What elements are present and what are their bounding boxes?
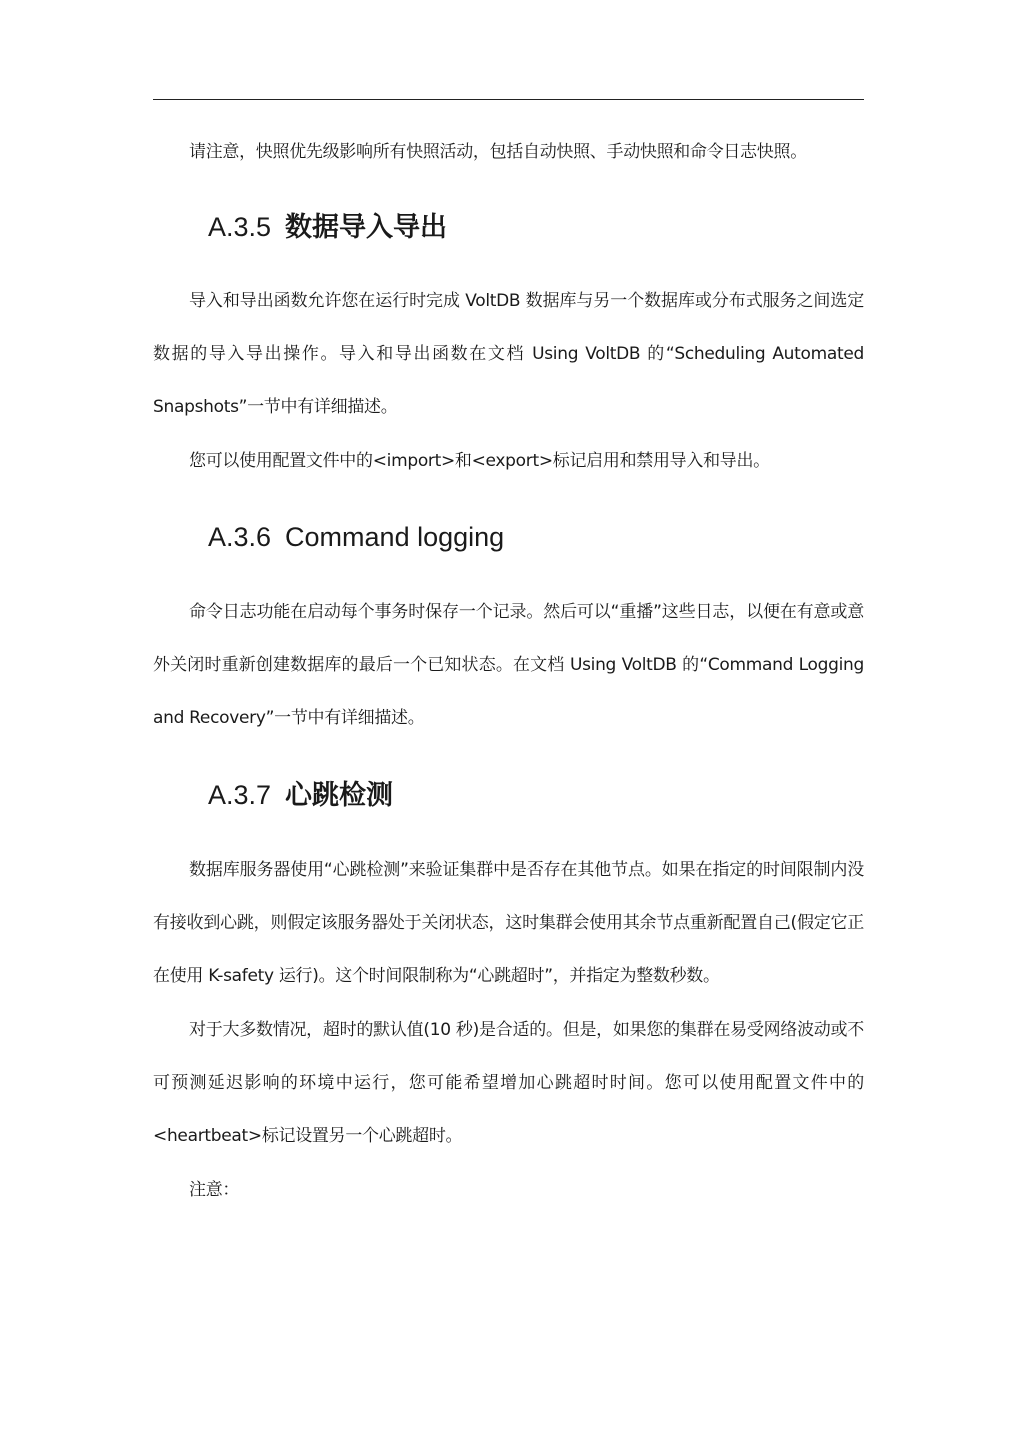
section-title: Command logging [285, 522, 505, 552]
section-title: 心跳检测 [285, 780, 394, 811]
section-heading-a35 [208, 209, 447, 246]
section-a37-paragraph-2: 对于大多数情况，超时的默认值(10 秒)是合适的。但是，如果您的集群在易受网络波动或不可预测延迟影响的环境中运行，您可能希望增加心跳超时时间。您可以使用配置文件中的<heartbeat>标记设置另一个心跳超时。 [153, 1020, 864, 1146]
section-heading-a37 [208, 777, 393, 814]
section-a35-paragraph-1: 导入和导出函数允许您在运行时完成 VoltDB 数据库与另一个数据库或分布式服务之间选定数据的导入导出操作。导入和导出函数在文档 Using VoltDB 的“Scheduling Automated Snapshots”一节中有详细描述。 [153, 291, 864, 417]
section-a35-paragraph-2: 您可以使用配置文件中的<import>和<export>标记启用和禁用导入和导出。 [189, 451, 770, 471]
section-number: A.3.5 [208, 212, 272, 242]
section-a36-paragraph-1: 命令日志功能在启动每个事务时保存一个记录。然后可以“重播”这些日志，以便在有意或意外关闭时重新创建数据库的最后一个已知状态。在文档 Using VoltDB 的“Command Logging and Recovery”一节中有详细描述。 [153, 602, 864, 728]
section-number: A.3.6 [208, 522, 272, 552]
header-rule [153, 99, 864, 100]
section-a37-paragraph-1: 数据库服务器使用“心跳检测”来验证集群中是否存在其他节点。如果在指定的时间限制内没有接收到心跳，则假定该服务器处于关闭状态，这时集群会使用其余节点重新配置自己(假定它正在使用 K-safety 运行)。这个时间限制称为“心跳超时”，并指定为整数秒数。 [153, 860, 864, 986]
section-title: 数据导入导出 [285, 212, 448, 243]
section-heading-a36 [208, 519, 504, 556]
section-a37-note-label: 注意： [189, 1180, 240, 1200]
intro-paragraph: 请注意，快照优先级影响所有快照活动，包括自动快照、手动快照和命令日志快照。 [189, 142, 807, 162]
section-number: A.3.7 [208, 780, 272, 810]
